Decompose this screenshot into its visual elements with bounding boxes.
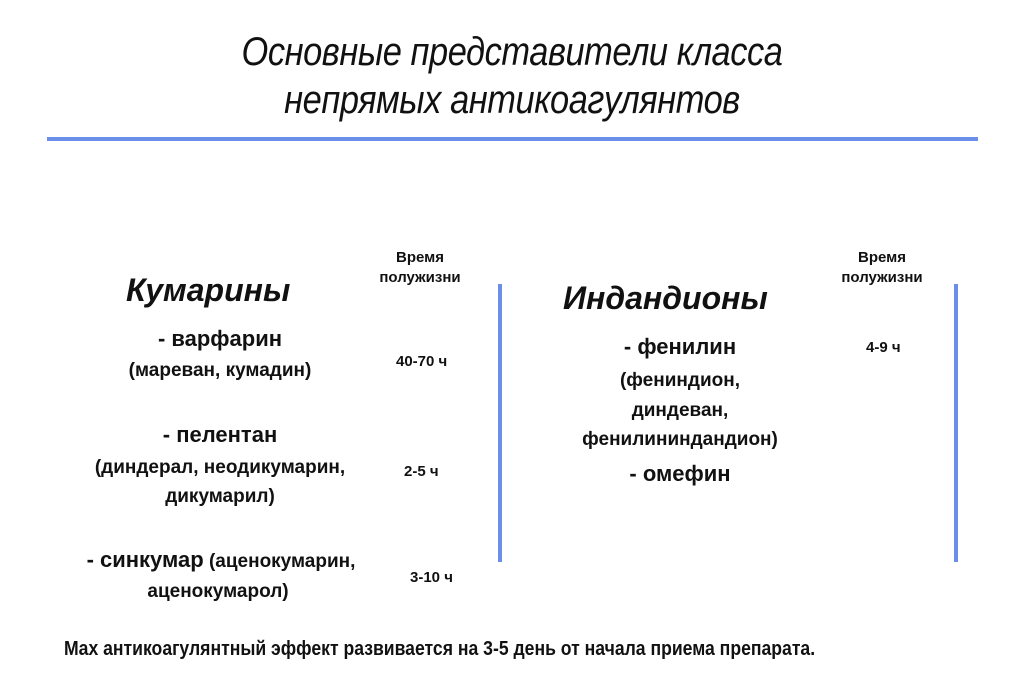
drug-phenylin-synonyms-line-1: (фениндион, xyxy=(619,370,740,391)
max-effect-note: Max антикоагулянтный эффект развивается на 3-5 день от начала приема препарата. xyxy=(64,638,816,660)
drug-sincumar-synonyms-line-1: (аценокумарин, xyxy=(203,551,356,572)
right-border-line xyxy=(954,284,958,562)
right-half-life-header-line-2: полужизни xyxy=(841,269,923,286)
drug-sincumar: - синкумар xyxy=(86,547,204,572)
drug-sincumar-synonyms-line-2: аценокумарол) xyxy=(147,581,289,602)
title-underline xyxy=(47,137,978,141)
left-half-life-header-line-1: Время xyxy=(396,249,444,266)
right-half-life-header-line-1: Время xyxy=(858,249,906,266)
drug-omefin: - омефин xyxy=(629,461,731,486)
drug-sincumar-line xyxy=(56,546,386,575)
drug-phenylin-synonyms-line-3: фенилининдандион) xyxy=(582,429,778,450)
drug-pelentan-synonyms-line-1: (диндерал, неодикумарин, xyxy=(94,457,346,478)
column-divider xyxy=(498,284,502,562)
pelentan-half-life: 2-5 ч xyxy=(404,463,439,480)
left-half-life-header-line-2: полужизни xyxy=(379,269,461,286)
slide-title-line-2: непрямых антикоагулянтов xyxy=(284,78,740,122)
phenylin-half-life: 4-9 ч xyxy=(866,339,901,356)
drug-warfarin-synonyms: (мареван, кумадин) xyxy=(128,360,312,381)
drug-pelentan-synonyms-line-2: дикумарил) xyxy=(165,486,275,507)
drug-pelentan: - пелентан xyxy=(162,422,278,447)
coumarins-heading: Кумарины xyxy=(126,272,291,308)
indandiones-heading: Индандионы xyxy=(563,280,768,316)
sincumar-half-life: 3-10 ч xyxy=(410,569,453,586)
warfarin-half-life: 40-70 ч xyxy=(396,353,448,370)
drug-phenylin-synonyms-line-2: диндеван, xyxy=(631,400,729,421)
drug-warfarin: - варфарин xyxy=(157,326,283,351)
left-half-life-header xyxy=(360,248,480,288)
slide-title-line-1: Основные представители класса xyxy=(241,30,783,74)
drug-phenylin: - фенилин xyxy=(623,334,737,359)
right-half-life-header xyxy=(822,248,942,288)
